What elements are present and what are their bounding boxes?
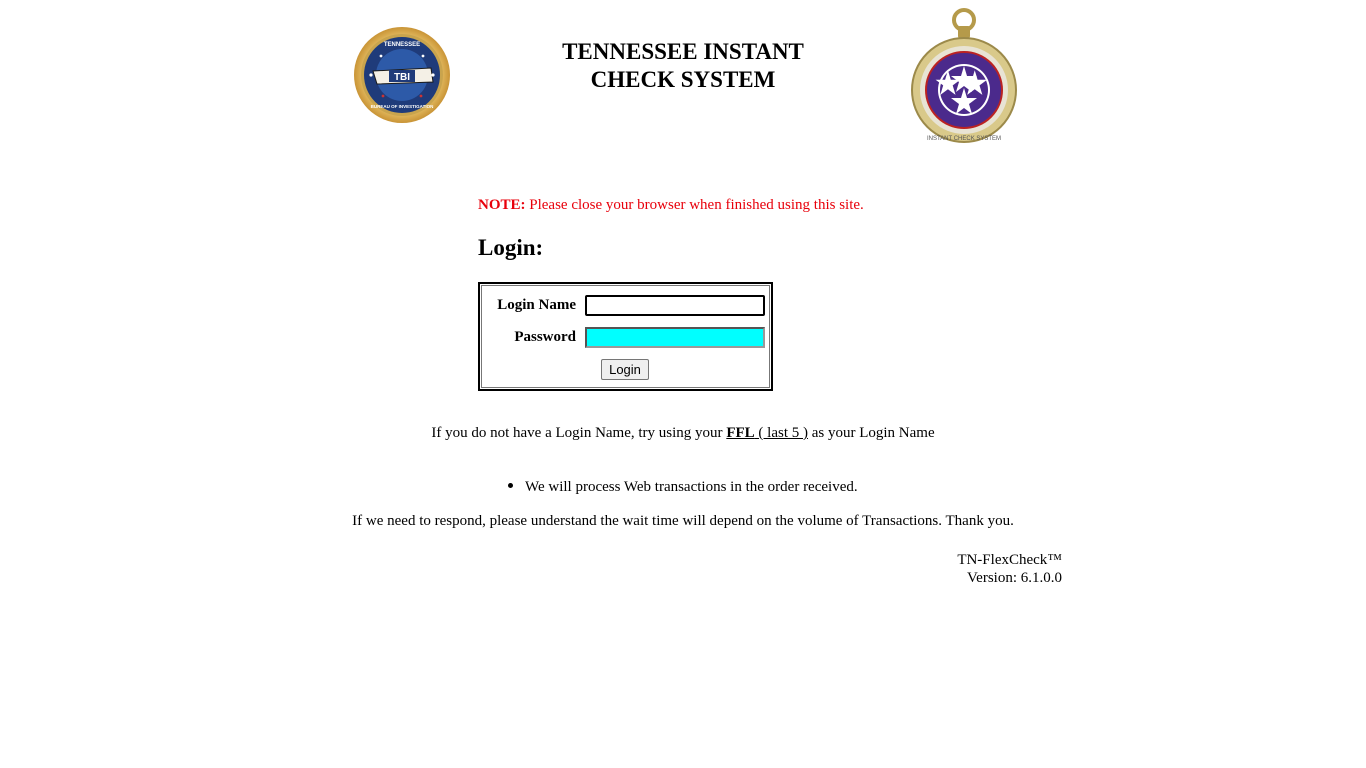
version-info	[862, 551, 1062, 587]
svg-text:TENNESSEE: TENNESSEE	[383, 42, 421, 48]
version-number: Version: 6.1.0.0	[967, 570, 1062, 586]
svg-text:BUREAU OF INVESTIGATION: BUREAU OF INVESTIGATION	[370, 104, 434, 109]
respond-message: If we need to respond, please understand the wait time will depend on the volume of Transactions. Thank you.	[352, 513, 1014, 529]
svg-text:TBI: TBI	[393, 72, 411, 83]
hint-prefix: If you do not have a Login Name, try using your	[431, 425, 727, 441]
login-name-label: Login Name	[497, 297, 576, 313]
login-name-input[interactable]	[585, 295, 765, 316]
tbi-seal-logo	[353, 26, 451, 124]
password-input[interactable]	[585, 327, 765, 348]
site-title	[483, 38, 883, 94]
bullet-dot-icon	[508, 483, 513, 488]
site-title-line2: CHECK SYSTEM	[590, 67, 776, 92]
info-bullet	[508, 479, 858, 496]
close-browser-note	[478, 197, 864, 214]
site-title-line1: TENNESSEE INSTANT	[562, 39, 804, 64]
note-label: NOTE:	[478, 197, 526, 213]
last5-link[interactable]: ( last 5 )	[754, 425, 808, 441]
login-form	[478, 282, 773, 391]
note-text: Please close your browser when finished using this site.	[525, 197, 864, 213]
stopwatch-logo	[911, 6, 1017, 146]
login-hint	[0, 425, 1366, 442]
info-bullet-text: We will process Web transactions in the order received.	[525, 479, 858, 495]
product-name: TN-FlexCheck™	[957, 552, 1062, 568]
login-heading: Login:	[478, 235, 544, 260]
svg-text:INSTANT CHECK SYSTEM: INSTANT CHECK SYSTEM	[926, 136, 1002, 142]
login-button[interactable]: Login	[601, 359, 649, 380]
ffl-link[interactable]: FFL	[726, 425, 755, 441]
password-label: Password	[514, 329, 576, 345]
hint-suffix: as your Login Name	[807, 425, 935, 441]
